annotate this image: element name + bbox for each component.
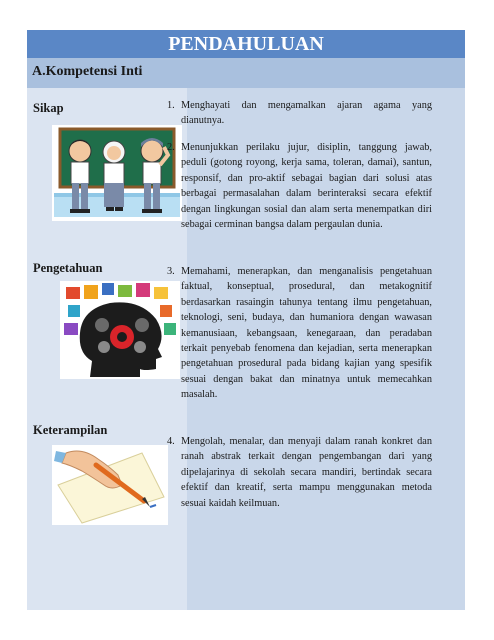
section-title: A.Kompetensi Inti <box>32 64 143 79</box>
section-band <box>27 58 465 88</box>
label-sikap: Sikap <box>33 101 64 115</box>
hand-writing-pen-illustration <box>52 445 168 525</box>
label-keterampilan: Keterampilan <box>33 423 108 437</box>
list-item: 2. Menunjukkan perilaku jujur, disiplin, tanggung jawab, peduli (gotong royong, kerja sama, toleran, damai), santun, responsif, dan pro-aktif sebagai bagian dari solusi atas berbagai permasalahan dalam berinteraksi secara efektif dengan lingkungan sosial dan alam serta menempatkan diri sebagai cerminan bangsa dalam pergaulan dunia. <box>167 142 432 231</box>
head-knowledge-icons-illustration <box>60 281 180 379</box>
list-item: 4. Mengolah, menalar, dan menyaji dalam ranah konkret dan ranah abstrak terkait dengan pengembangan dari yang dipelajarinya di sekolah secara mandiri, bertindak secara efektif dan kreatif, serta mampu menggunakan metoda sesuai kaidah keilmuan. <box>167 436 432 509</box>
list-item: 1. Menghayati dan mengamalkan ajaran agama yang dianutnya. <box>167 100 432 127</box>
label-pengetahuan: Pengetahuan <box>33 261 103 275</box>
students-classroom-illustration <box>52 125 182 221</box>
list-item: 3. Memahami, menerapkan, dan menganalisis pengetahuan faktual, konseptual, prosedural, dan metakognitif berdasarkan rasaingin tahunya tentang ilmu pengetahuan, teknologi, seni, budaya, dan humaniora dengan wawasan kemanusiaan, kebangsaan, kenegaraan, dan peradaban terkait penyebab fenomena dan kejadian, serta menerapkan pengetahuan prosedural pada bidang kajian yang spesifik sesuai dengan bakat dan minatnya untuk memecahkan masalah. <box>167 266 432 401</box>
page-title: PENDAHULUAN <box>27 30 465 58</box>
